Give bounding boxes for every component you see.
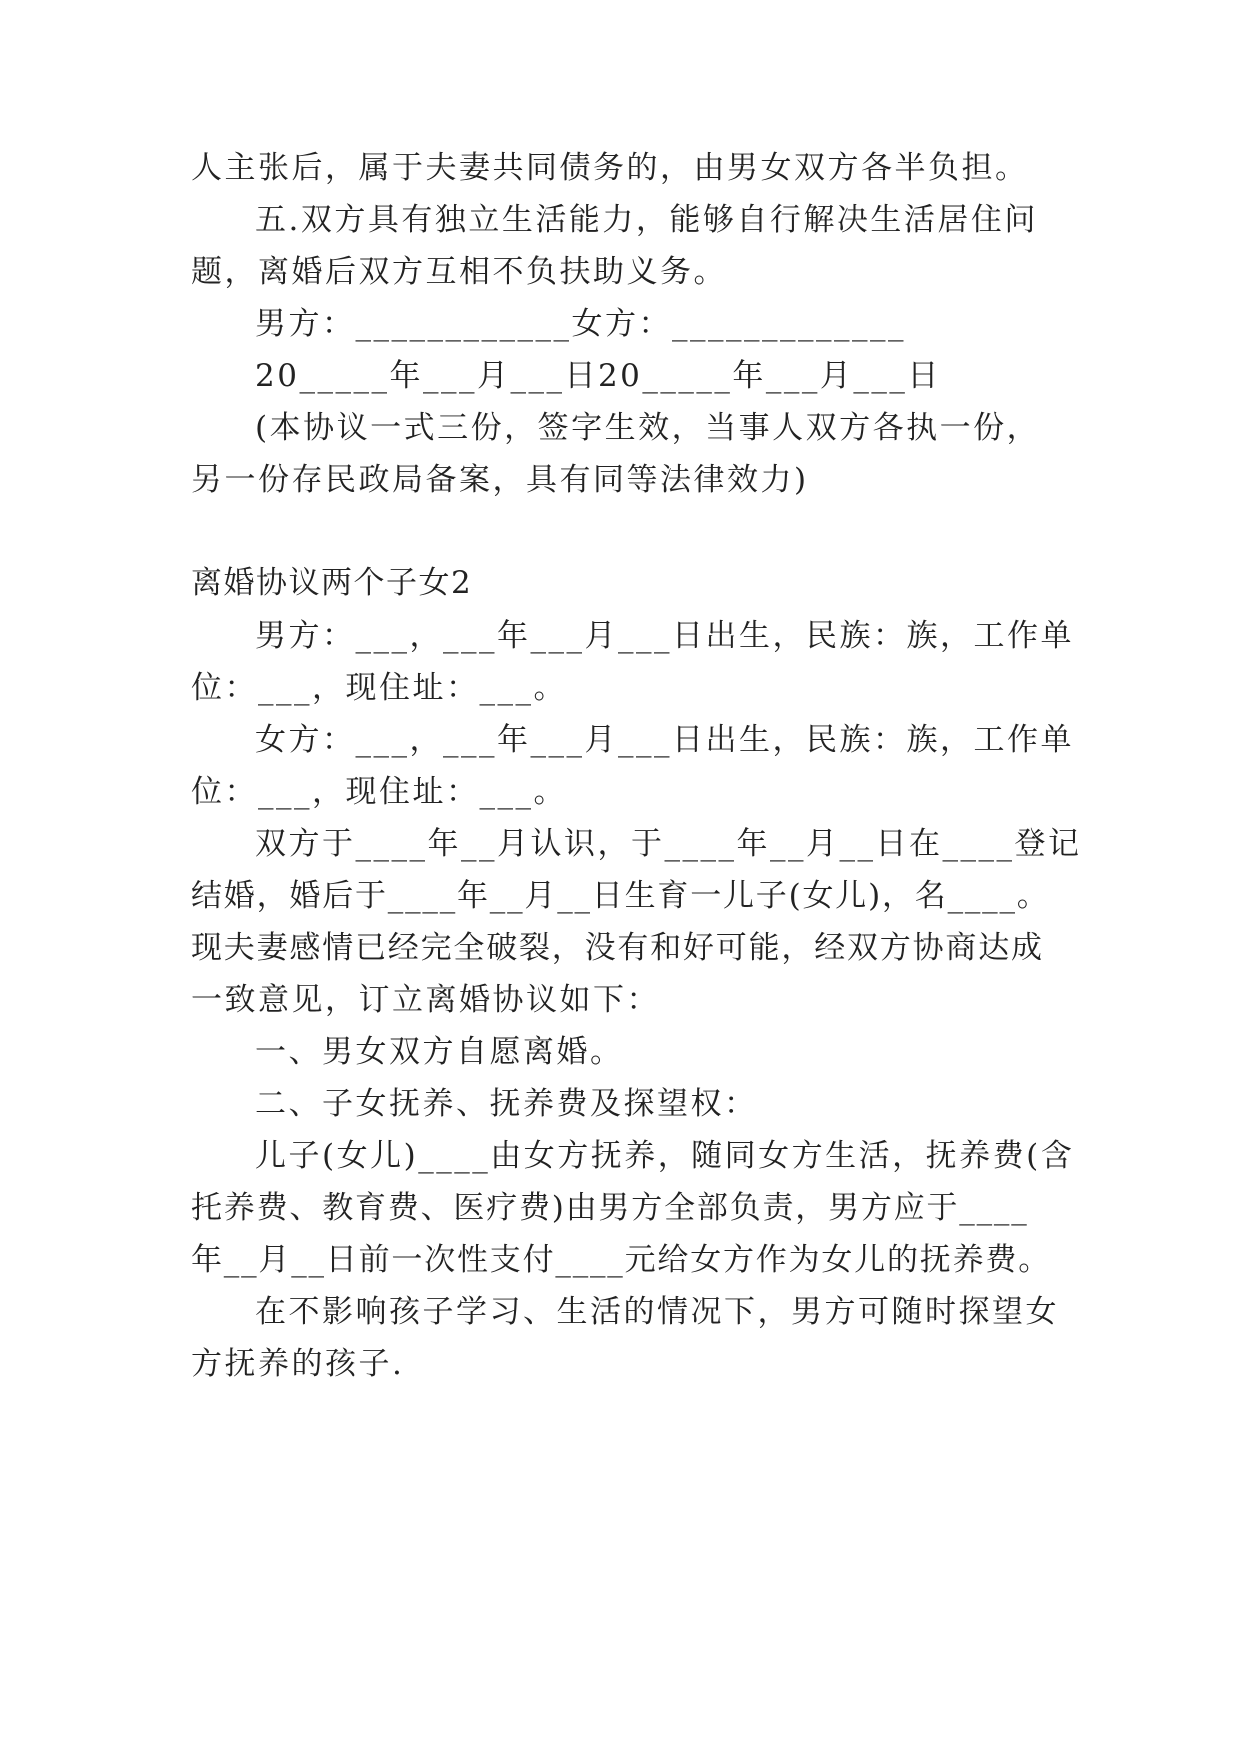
section-title: 离婚协议两个子女2: [191, 565, 473, 601]
signature-line: 男方：____________女方：_____________: [255, 306, 906, 342]
male-party-line-1: 男方：___，___年___月___日出生，民族：族，工作单: [255, 618, 1074, 654]
marriage-intro-line-1: 双方于____年__月认识，于____年__月__日在____登记: [255, 826, 1082, 862]
visitation-line-2: 方抚养的孩子.: [191, 1346, 405, 1382]
clause-one: 一、男女双方自愿离婚。: [255, 1034, 624, 1070]
male-party-line-2: 位：___，现住址：___。: [191, 670, 567, 706]
custody-line-1: 儿子(女儿)____由女方抚养，随同女方生活，抚养费(含: [255, 1138, 1075, 1174]
date-line: 20_____年___月___日20_____年___月___日: [255, 358, 941, 394]
female-party-line-1: 女方：___，___年___月___日出生，民族：族，工作单: [255, 722, 1074, 758]
paragraph-debt-continuation: 人主张后，属于夫妻共同债务的，由男女双方各半负担。: [191, 150, 1029, 186]
note-line-2: 另一份存民政局备案，具有同等法律效力): [191, 462, 809, 498]
female-party-line-2: 位：___，现住址：___。: [191, 774, 567, 810]
marriage-intro-line-3: 现夫妻感情已经完全破裂，没有和好可能，经双方协商达成: [191, 930, 1044, 966]
clause-two: 二、子女抚养、抚养费及探望权：: [255, 1086, 758, 1122]
clause-five-line-1: 五.双方具有独立生活能力，能够自行解决生活居住问: [255, 202, 1038, 238]
marriage-intro-line-4: 一致意见，订立离婚协议如下：: [191, 982, 660, 1018]
clause-five-line-2: 题，离婚后双方互相不负扶助义务。: [191, 254, 727, 290]
marriage-intro-line-2: 结婚，婚后于____年__月__日生育一儿子(女儿)，名____。: [191, 878, 1050, 914]
custody-line-3: 年__月__日前一次性支付____元给女方作为女儿的抚养费。: [191, 1242, 1051, 1278]
custody-line-2: 托养费、教育费、医疗费)由男方全部负责，男方应于____: [191, 1190, 1029, 1226]
note-line-1: (本协议一式三份，签字生效，当事人双方各执一份，: [255, 410, 1041, 446]
visitation-line-1: 在不影响孩子学习、生活的情况下，男方可随时探望女: [255, 1294, 1059, 1330]
